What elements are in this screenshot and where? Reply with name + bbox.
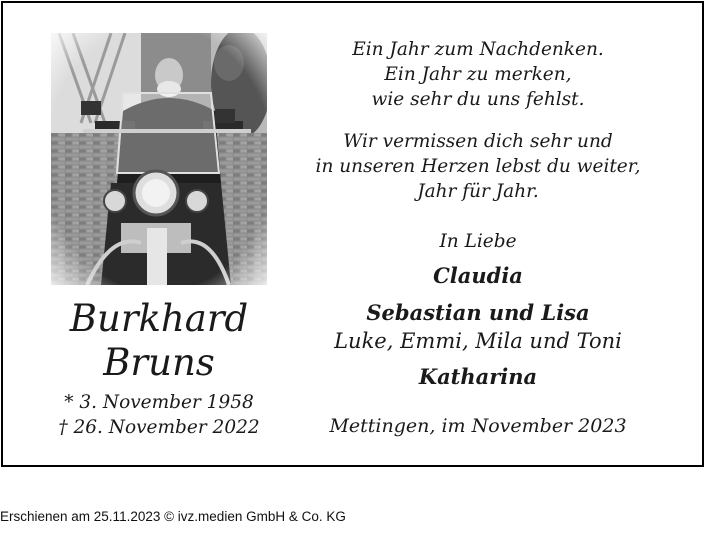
first-name: Burkhard xyxy=(69,297,249,340)
birth-date: * 3. November 1958 xyxy=(64,392,254,413)
verse-line: in unseren Herzen lebst du weiter, xyxy=(315,156,641,177)
portrait-photo xyxy=(51,33,267,285)
verse-line: Wir vermissen dich sehr und xyxy=(343,131,613,152)
verse-line: wie sehr du uns fehlst. xyxy=(371,89,585,110)
verse-stanza-2 xyxy=(308,129,648,204)
last-name: Bruns xyxy=(103,341,215,384)
signature-name: Katharina xyxy=(418,364,538,389)
place-date: Mettingen, im November 2023 xyxy=(329,415,627,437)
publication-footer: Erschienen am 25.11.2023 © ivz.medien GmbH & Co. KG xyxy=(0,509,346,524)
obituary-card xyxy=(1,1,704,467)
verse-stanza-1 xyxy=(308,37,648,112)
verse-line: Ein Jahr zu merken, xyxy=(384,64,572,85)
verse-line: Jahr für Jahr. xyxy=(417,181,539,202)
signature-name: Luke, Emmi, Mila und Toni xyxy=(334,329,622,353)
signature-name: Claudia xyxy=(433,263,523,288)
signature-intro: In Liebe xyxy=(439,231,517,252)
signature-name: Sebastian und Lisa xyxy=(366,300,590,325)
death-date: † 26. November 2022 xyxy=(58,417,260,438)
verse-line: Ein Jahr zum Nachdenken. xyxy=(352,39,604,60)
